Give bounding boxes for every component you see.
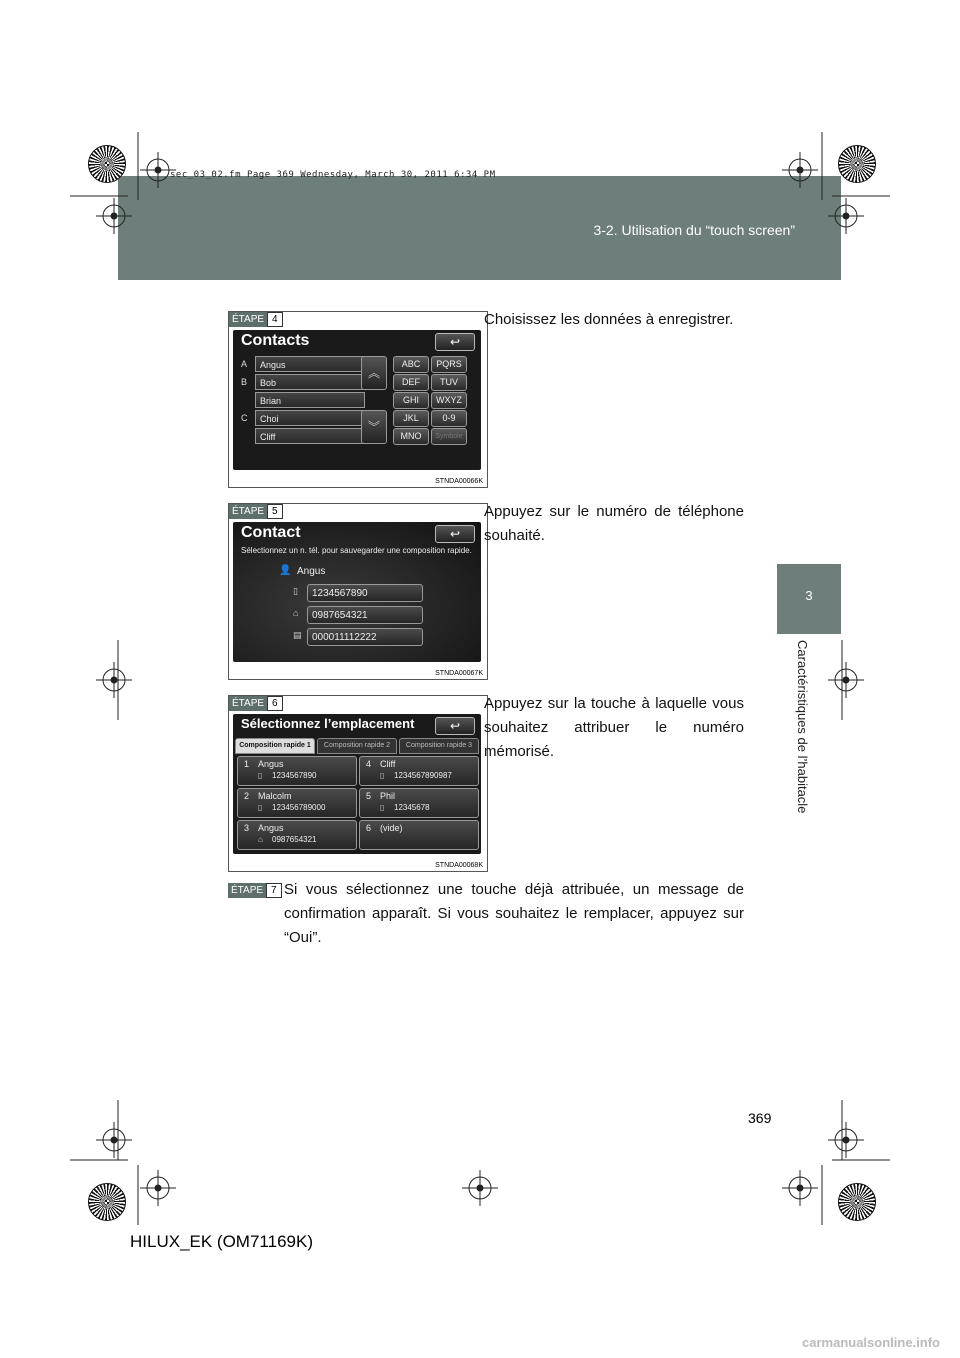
- mobile-phone-icon: ▯: [258, 803, 263, 812]
- key-wxyz[interactable]: WXYZ: [431, 392, 467, 409]
- figure-code: STNDA00068K: [435, 862, 483, 869]
- double-chevron-down-icon: ︾: [367, 420, 380, 434]
- screen-subtitle: Sélectionnez un n. tél. pour sauvegarder une composition rapide.: [241, 546, 472, 555]
- crosshair-icon: [828, 198, 864, 234]
- step-5-text: Appuyez sur le numéro de téléphone souhaité.: [484, 503, 744, 544]
- crosshair-icon: [140, 152, 176, 188]
- home-phone-icon: ⌂: [258, 835, 263, 844]
- step-6-text: Appuyez sur la touche à laquelle vous souhaitez attribuer le numéro mémorisé.: [484, 695, 744, 760]
- screen-title: Sélectionnez l’emplacement: [241, 716, 415, 731]
- key-abc[interactable]: ABC: [393, 356, 429, 373]
- crosshair-icon: [96, 1122, 132, 1158]
- crosshair-icon: [828, 662, 864, 698]
- screen-title: Contacts: [241, 332, 310, 349]
- watermark: carmanualsonline.info: [802, 1335, 940, 1350]
- phone-number-button[interactable]: ▤ 000011112222: [293, 628, 423, 646]
- tab-composition-rapide-3[interactable]: Composition rapide 3: [399, 738, 479, 754]
- key-symbole[interactable]: Symbole: [431, 428, 467, 445]
- print-line: sec_03_02.fm Page 369 Wednesday, March 30, 2011 6:34 PM: [170, 170, 496, 180]
- back-arrow-icon: ↩: [449, 719, 461, 733]
- crosshair-icon: [96, 198, 132, 234]
- mobile-phone-icon: ▯: [380, 771, 385, 780]
- side-tab-number: 3: [805, 588, 813, 603]
- speed-dial-slot[interactable]: 6 (vide): [359, 820, 479, 850]
- back-arrow-icon: ↩: [449, 527, 461, 541]
- crosshair-icon: [782, 1170, 818, 1206]
- etape-badge-6: ÉTAPE 6: [229, 696, 283, 711]
- figure-code: STNDA00067K: [435, 670, 483, 677]
- speed-dial-slot[interactable]: 3 Angus ⌂ 0987654321: [237, 820, 357, 850]
- crosshair-icon: [828, 1122, 864, 1158]
- key-mno[interactable]: MNO: [393, 428, 429, 445]
- mobile-phone-icon: ▯: [380, 803, 385, 812]
- person-icon: 👤: [279, 565, 292, 576]
- double-chevron-up-icon: ︽: [367, 366, 380, 380]
- crosshair-icon: [96, 662, 132, 698]
- key-pqrs[interactable]: PQRS: [431, 356, 467, 373]
- phone-number-button[interactable]: ▯ 1234567890: [293, 584, 423, 602]
- crosshair-icon: [462, 1170, 498, 1206]
- etape-badge-5: ÉTAPE 5: [229, 504, 283, 519]
- step-4-text: Choisissez les données à enregistrer.: [484, 311, 734, 328]
- home-phone-icon: ⌂: [293, 608, 299, 618]
- step-7-text: Si vous sélectionnez une touche déjà attribuée, un message de confirmation apparaît. Si vous souhaitez le remplacer, appuyez sur “Oui”.: [284, 881, 744, 946]
- tab-composition-rapide-2[interactable]: Composition rapide 2: [317, 738, 397, 754]
- section-title: 3-2. Utilisation du “touch screen”: [593, 222, 795, 238]
- key-ghi[interactable]: GHI: [393, 392, 429, 409]
- footer-model-code: HILUX_EK (OM71169K): [130, 1232, 313, 1251]
- crosshair-icon: [140, 1170, 176, 1206]
- key-def[interactable]: DEF: [393, 374, 429, 391]
- figure-code: STNDA00066K: [435, 478, 483, 485]
- etape-badge-7: ÉTAPE 7: [228, 883, 282, 898]
- page-number: 369: [748, 1110, 772, 1126]
- key-tuv[interactable]: TUV: [431, 374, 467, 391]
- screen-title: Contact: [241, 524, 301, 541]
- crosshair-icon: [782, 152, 818, 188]
- back-arrow-icon: ↩: [449, 335, 461, 349]
- contacts-screen: Contacts ↩ A Angus B Bob Brian C Choi Cliff ︽ ︾ ABC PQRS DEF TUV GHI WXYZ JKL 0-9 MNO Symbole: [233, 330, 481, 470]
- speed-dial-slot[interactable]: 4 Cliff ▯ 1234567890987: [359, 756, 479, 786]
- key-0-9[interactable]: 0-9: [431, 410, 467, 427]
- side-tab-label: Caractéristiques de l’habitacle: [795, 640, 810, 814]
- contact-name: Angus: [297, 566, 326, 577]
- office-phone-icon: ▤: [293, 630, 302, 640]
- speed-dial-slot[interactable]: 2 Malcolm ▯ 123456789000: [237, 788, 357, 818]
- speed-dial-slot[interactable]: 1 Angus ▯ 1234567890: [237, 756, 357, 786]
- phone-number-button[interactable]: ⌂ 0987654321: [293, 606, 423, 624]
- speed-dial-slot[interactable]: 5 Phil ▯ 12345678: [359, 788, 479, 818]
- etape-badge-4: ÉTAPE 4: [229, 312, 283, 327]
- tab-composition-rapide-1[interactable]: Composition rapide 1: [235, 738, 315, 754]
- mobile-phone-icon: ▯: [258, 771, 263, 780]
- key-jkl[interactable]: JKL: [393, 410, 429, 427]
- mobile-phone-icon: ▯: [293, 586, 298, 596]
